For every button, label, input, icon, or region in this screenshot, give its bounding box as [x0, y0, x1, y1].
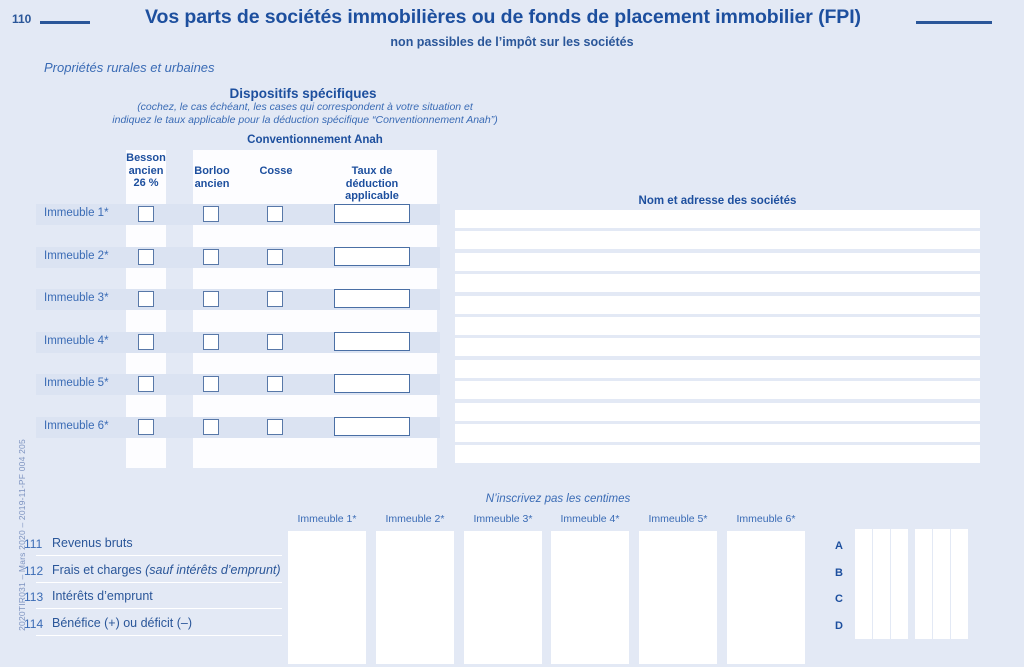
lower-row-separator — [36, 555, 282, 556]
totals-cell-D-6[interactable] — [951, 609, 968, 639]
lower-row-label-112 — [52, 563, 292, 577]
lower-column-header-5: Immeuble 5* — [648, 513, 708, 525]
company-address-line[interactable] — [455, 317, 980, 335]
totals-letter-C: C — [835, 593, 843, 605]
dispositifs-note-line-1: (cochez, le cas échéant, les cases qui correspondent à votre situation et — [137, 101, 473, 113]
taux-deduction-input-row-2[interactable] — [334, 247, 410, 266]
checkbox-besson-row-2[interactable] — [138, 249, 154, 265]
lower-row-label-text: Frais et charges — [52, 562, 146, 577]
checkbox-borloo-row-2[interactable] — [203, 249, 219, 265]
lower-row-separator — [36, 635, 282, 636]
amount-cell-111-col3[interactable] — [464, 531, 542, 558]
company-address-line[interactable] — [455, 403, 980, 421]
totals-cell-A-3[interactable] — [891, 529, 908, 559]
taux-deduction-input-row-4[interactable] — [334, 332, 410, 351]
totals-cell-C-4[interactable] — [915, 582, 932, 612]
totals-cell-A-2[interactable] — [873, 529, 890, 559]
checkbox-besson-row-5[interactable] — [138, 376, 154, 392]
taux-deduction-input-row-3[interactable] — [334, 289, 410, 308]
checkbox-besson-row-3[interactable] — [138, 291, 154, 307]
amount-cell-113-col4[interactable] — [551, 584, 629, 611]
checkbox-besson-row-4[interactable] — [138, 334, 154, 350]
totals-cell-D-2[interactable] — [873, 609, 890, 639]
dispositifs-title: Dispositifs spécifiques — [229, 86, 377, 101]
lower-row-label-113 — [52, 589, 292, 603]
amount-cell-111-col4[interactable] — [551, 531, 629, 558]
amount-cell-112-col4[interactable] — [551, 558, 629, 585]
totals-letter-D: D — [835, 619, 843, 632]
lower-row-number-113: 113 — [24, 590, 44, 604]
lower-row-label-text: Intérêts d’emprunt — [52, 589, 153, 603]
lower-row-number-111: 111 — [24, 537, 43, 551]
totals-letter-B: B — [835, 566, 843, 579]
checkbox-besson-row-6[interactable] — [138, 419, 154, 435]
amount-cell-113-col2[interactable] — [376, 584, 454, 611]
besson-line-3: 26 % — [133, 177, 159, 189]
immeuble-row-label: Immeuble 2* — [44, 249, 109, 262]
amount-cell-111-col2[interactable] — [376, 531, 454, 558]
lower-row-label-text: Bénéfice (+) ou déficit (–) — [52, 615, 192, 630]
checkbox-borloo-row-3[interactable] — [203, 291, 219, 307]
amount-cell-113-col3[interactable] — [464, 584, 542, 611]
document-reference-caption: 2020TIR031 – Mars 2020 – 2019-11-PF 004 205 — [17, 439, 27, 631]
immeuble-row-label: Immeuble 4* — [44, 334, 109, 347]
lower-row-separator — [36, 608, 282, 609]
totals-cell-C-5[interactable] — [933, 582, 950, 612]
totals-cell-A-1[interactable] — [855, 529, 872, 559]
totals-letter-A: A — [835, 540, 843, 552]
immeuble-row-label: Immeuble 1* — [44, 207, 109, 219]
dispositifs-note — [60, 101, 550, 127]
besson-line-2: ancien — [128, 164, 164, 177]
column-header-companies: Nom et adresse des sociétés — [638, 195, 797, 207]
lower-column-header-3: Immeuble 3* — [473, 513, 533, 525]
checkbox-cosse-row-3[interactable] — [267, 291, 283, 307]
amount-cell-112-col3[interactable] — [464, 558, 542, 585]
column-header-besson — [112, 152, 180, 190]
lower-column-header-1: Immeuble 1* — [297, 513, 357, 525]
amount-cell-114-col4[interactable] — [551, 611, 629, 638]
amount-cell-113-col5[interactable] — [639, 584, 717, 611]
amount-cell-112-col6[interactable] — [727, 558, 805, 585]
company-address-line[interactable] — [455, 210, 980, 228]
totals-cell-C-1[interactable] — [855, 582, 872, 612]
totals-cell-B-2[interactable] — [873, 556, 890, 586]
taux-deduction-input-row-6[interactable] — [334, 417, 410, 436]
lower-row-separator — [36, 582, 282, 583]
besson-line-1: Besson — [126, 152, 166, 164]
amount-cell-114-col3[interactable] — [464, 611, 542, 638]
amount-cell-extra-col3[interactable] — [464, 637, 542, 664]
totals-cell-B-5[interactable] — [933, 556, 950, 586]
taux-line-3: applicable — [345, 190, 399, 202]
checkbox-borloo-row-1[interactable] — [203, 206, 219, 222]
checkbox-besson-row-1[interactable] — [138, 206, 154, 222]
totals-cell-D-3[interactable] — [891, 609, 908, 639]
checkbox-borloo-row-6[interactable] — [203, 419, 219, 435]
amount-cell-extra-col2[interactable] — [376, 637, 454, 664]
header-rule-left — [40, 21, 90, 24]
checkbox-cosse-row-1[interactable] — [267, 206, 283, 222]
company-address-line[interactable] — [455, 381, 980, 399]
totals-cell-C-2[interactable] — [873, 582, 890, 612]
lower-row-label-114 — [52, 616, 292, 630]
checkbox-cosse-row-4[interactable] — [267, 334, 283, 350]
lower-row-number-114: 114 — [24, 616, 44, 631]
totals-cell-D-1[interactable] — [855, 609, 872, 639]
taux-line-2: déduction — [345, 177, 399, 190]
amount-cell-111-col1[interactable] — [288, 531, 366, 558]
taux-deduction-input-row-5[interactable] — [334, 374, 410, 393]
checkbox-borloo-row-4[interactable] — [203, 334, 219, 350]
dispositifs-note-line-2: indiquez le taux applicable pour la déduction spécifique “Conventionnement Anah”) — [112, 114, 498, 126]
company-address-line[interactable] — [455, 360, 980, 378]
totals-cell-C-3[interactable] — [891, 582, 908, 612]
property-type-label: Propriétés rurales et urbaines — [44, 60, 215, 75]
column-header-cosse: Cosse — [259, 165, 293, 177]
taux-deduction-input-row-1[interactable] — [334, 204, 410, 223]
company-address-line[interactable] — [455, 445, 980, 463]
lower-column-header-2: Immeuble 2* — [385, 513, 445, 525]
amount-cell-extra-col6[interactable] — [727, 637, 805, 664]
amount-cell-113-col1[interactable] — [288, 584, 366, 611]
column-header-taux-deduction — [326, 165, 418, 203]
totals-cell-D-4[interactable] — [915, 609, 932, 639]
totals-cell-B-3[interactable] — [891, 556, 908, 586]
lower-column-header-4: Immeuble 4* — [560, 513, 620, 525]
borloo-line-1: Borloo — [194, 165, 230, 177]
immeuble-row-label: Immeuble 3* — [44, 292, 109, 305]
amount-cell-114-col6[interactable] — [727, 611, 805, 638]
lower-row-label-111 — [52, 536, 292, 550]
column-header-borloo — [186, 165, 238, 190]
company-address-line[interactable] — [455, 274, 980, 292]
checkbox-cosse-row-5[interactable] — [267, 376, 283, 392]
page-subtitle: non passibles de l’impôt sur les sociétés — [390, 35, 634, 49]
totals-cell-C-6[interactable] — [951, 582, 968, 612]
totals-cell-D-5[interactable] — [933, 609, 950, 639]
totals-cell-B-4[interactable] — [915, 556, 932, 586]
company-address-line[interactable] — [455, 231, 980, 249]
section-number: 110 — [12, 12, 32, 26]
taux-line-1: Taux de — [351, 165, 393, 177]
company-address-line[interactable] — [455, 253, 980, 271]
centimes-note: N’inscrivez pas les centimes — [485, 493, 631, 505]
totals-cell-A-6[interactable] — [951, 529, 968, 559]
lower-row-number-112: 112 — [24, 563, 44, 578]
amount-cell-extra-col1[interactable] — [288, 637, 366, 664]
totals-cell-A-5[interactable] — [933, 529, 950, 559]
totals-cell-B-1[interactable] — [855, 556, 872, 586]
amount-cell-114-col2[interactable] — [376, 611, 454, 638]
header-rule-right — [916, 21, 992, 24]
immeuble-row-label: Immeuble 6* — [44, 420, 109, 432]
amount-cell-113-col6[interactable] — [727, 584, 805, 611]
lower-column-header-6: Immeuble 6* — [736, 513, 796, 525]
totals-cell-B-6[interactable] — [951, 556, 968, 586]
company-address-line[interactable] — [455, 296, 980, 314]
company-address-line[interactable] — [455, 338, 980, 356]
checkbox-borloo-row-5[interactable] — [203, 376, 219, 392]
immeuble-row-label: Immeuble 5* — [44, 377, 109, 390]
amount-cell-extra-col4[interactable] — [551, 637, 629, 664]
totals-cell-A-4[interactable] — [915, 529, 932, 559]
anah-group-title: Conventionnement Anah — [247, 134, 383, 146]
amount-cell-extra-col5[interactable] — [639, 637, 717, 664]
amount-cell-114-col1[interactable] — [288, 611, 366, 638]
amount-cell-112-col2[interactable] — [376, 558, 454, 585]
amount-cell-111-col5[interactable] — [639, 531, 717, 558]
borloo-line-2: ancien — [194, 177, 230, 190]
checkbox-cosse-row-2[interactable] — [267, 249, 283, 265]
amount-cell-111-col6[interactable] — [727, 531, 805, 558]
lower-row-label-text: Revenus bruts — [52, 536, 133, 550]
company-address-line[interactable] — [455, 424, 980, 442]
amount-cell-112-col1[interactable] — [288, 558, 366, 585]
page-title: Vos parts de sociétés immobilières ou de fonds de placement immobilier (FPI) — [145, 6, 861, 28]
lower-row-label-italic: (sauf intérêts d’emprunt) — [145, 562, 281, 577]
amount-cell-112-col5[interactable] — [639, 558, 717, 585]
checkbox-cosse-row-6[interactable] — [267, 419, 283, 435]
amount-cell-114-col5[interactable] — [639, 611, 717, 638]
